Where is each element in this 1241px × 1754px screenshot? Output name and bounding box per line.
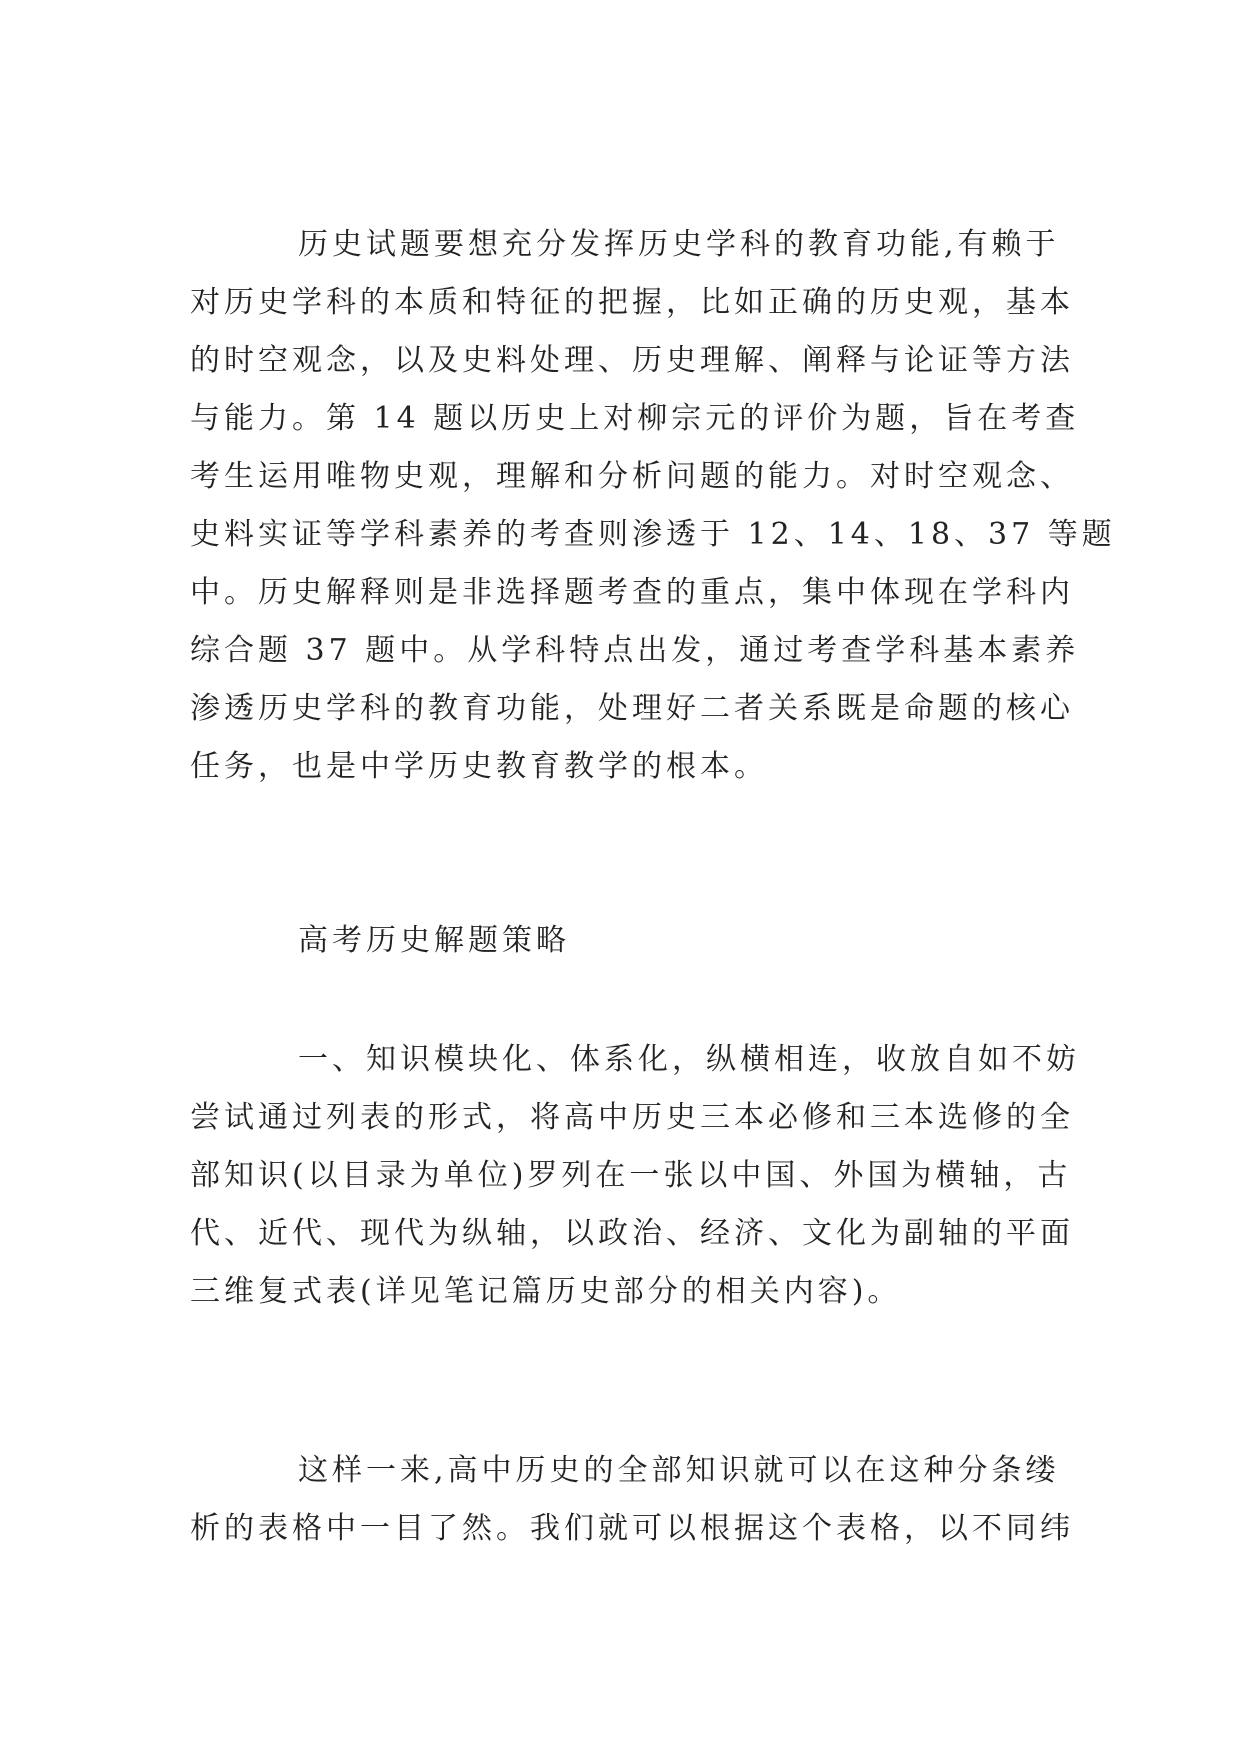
paragraph-line: 综合题 37 题中。从学科特点出发，通过考查学科基本素养	[190, 633, 1080, 668]
paragraph-line: 代、近代、现代为纵轴，以政治、经济、文化为副轴的平面	[190, 1216, 1074, 1251]
paragraph-line: 析的表格中一目了然。我们就可以根据这个表格，以不同纬	[190, 1511, 1074, 1546]
paragraph-line: 对历史学科的本质和特征的把握，比如正确的历史观，基本	[190, 285, 1074, 320]
paragraph-line: 中。历史解释则是非选择题考查的重点，集中体现在学科内	[190, 575, 1074, 610]
paragraph-line: 渗透历史学科的教育功能，处理好二者关系既是命题的核心	[190, 691, 1074, 726]
paragraph-3	[190, 1442, 1074, 1558]
paragraph-line: 与能力。第 14 题以历史上对柳宗元的评价为题，旨在考查	[190, 401, 1080, 436]
paragraph-line: 考生运用唯物史观，理解和分析问题的能力。对时空观念、	[190, 459, 1074, 494]
paragraph-line: 部知识(以目录为单位)罗列在一张以中国、外国为横轴，古	[190, 1158, 1072, 1193]
paragraph-1	[190, 216, 1116, 796]
paragraph-line: 史料实证等学科素养的考查则渗透于 12、14、18、37 等题	[190, 517, 1116, 552]
paragraph-line: 历史试题要想充分发挥历史学科的教育功能,有赖于	[298, 227, 1060, 262]
section-heading: 高考历史解题策略	[298, 923, 570, 958]
paragraph-line: 三维复式表(详见笔记篇历史部分的相关内容)。	[190, 1274, 902, 1309]
paragraph-line: 的时空观念，以及史料处理、历史理解、阐释与论证等方法	[190, 343, 1074, 378]
paragraph-2	[190, 1031, 1080, 1321]
section-heading-block	[190, 912, 1050, 970]
paragraph-line: 一、知识模块化、体系化，纵横相连，收放自如不妨	[298, 1042, 1080, 1077]
paragraph-line: 尝试通过列表的形式，将高中历史三本必修和三本选修的全	[190, 1100, 1074, 1135]
paragraph-line: 任务，也是中学历史教育教学的根本。	[190, 749, 768, 784]
paragraph-line: 这样一来,高中历史的全部知识就可以在这种分条缕	[298, 1453, 1060, 1488]
